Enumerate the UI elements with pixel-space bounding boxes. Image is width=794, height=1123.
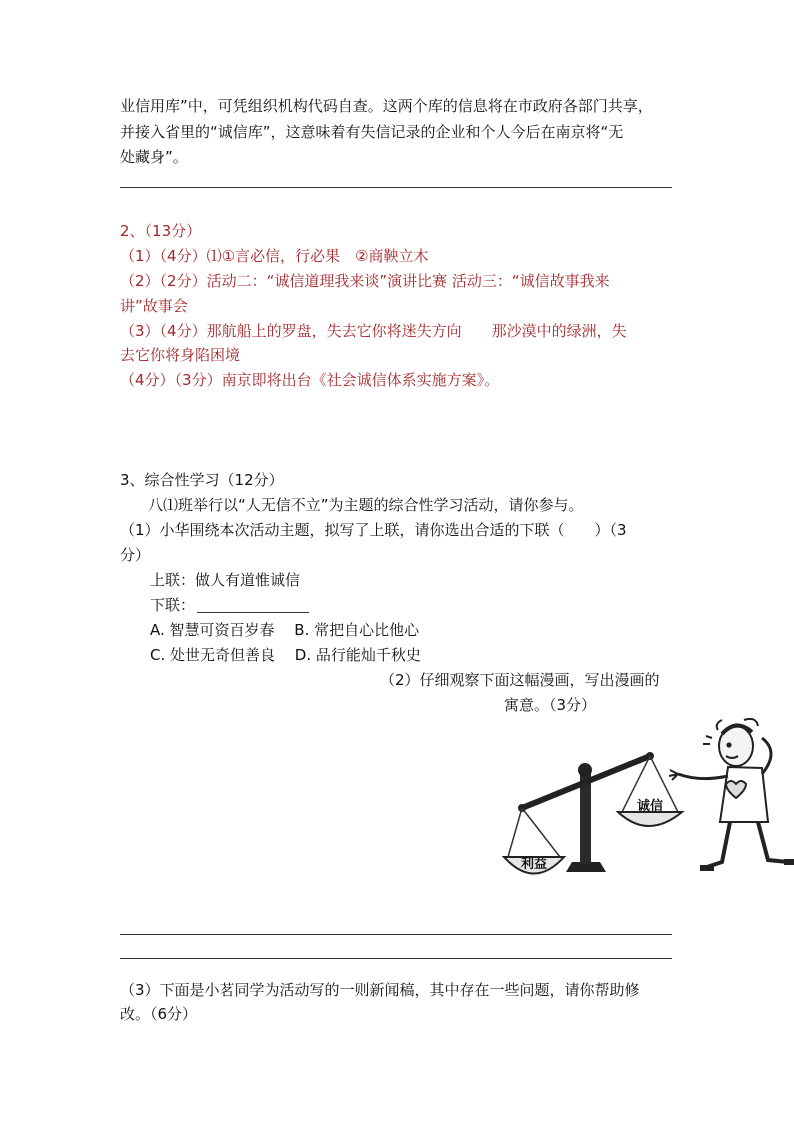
section-heading: 2、（13分） xyxy=(120,222,202,240)
lower-couplet-label: 下联： xyxy=(150,596,196,614)
answer-rule xyxy=(120,958,672,959)
answer-line: 去它你将身陷困境 xyxy=(120,346,241,364)
cartoon-image xyxy=(500,712,794,892)
passage-line: 业信用库”中，可凭组织机构代码自查。这两个库的信息将在市政府各部门共享， xyxy=(120,97,653,115)
passage-line: 处藏身”。 xyxy=(120,148,188,166)
right-pan-label: 诚信 xyxy=(636,799,664,814)
options-row: C. 处世无奇但善良 D. 品行能灿千秋史 xyxy=(150,646,421,664)
question-2-cont: 寓意。（3分） xyxy=(504,696,597,714)
answer-line: （3）（4分）那航船上的罗盘，失去它你将迷失方向 那沙漠中的绿洲，失 xyxy=(120,322,627,340)
answer-rule xyxy=(120,934,672,935)
answer-line: （1）（4分）⑴①言必信，行必果 ②商鞅立木 xyxy=(120,247,429,265)
answer-line: 讲”故事会 xyxy=(120,297,188,315)
answer-line: （4分）（3分）南京即将出台《社会诚信体系实施方案》。 xyxy=(120,371,500,389)
passage-line: 并接入省里的“诚信库”，这意味着有失信记录的企业和个人今后在南京将“无 xyxy=(120,123,624,141)
worried-man-figure xyxy=(669,719,794,868)
answer-rule xyxy=(120,187,672,188)
section-heading: 3、综合性学习（12分） xyxy=(120,471,284,489)
upper-couplet: 上联：做人有道惟诚信 xyxy=(150,571,301,589)
question-3-cont: 改。（6分） xyxy=(120,1005,198,1023)
left-pan-label: 利益 xyxy=(520,857,548,872)
lower-couplet xyxy=(150,593,309,617)
options-row: A. 智慧可资百岁春 B. 常把自心比他心 xyxy=(150,621,420,639)
section-intro: 八⑴班举行以“人无信不立”为主题的综合性学习活动，请你参与。 xyxy=(148,496,584,514)
question-3: （3）下面是小茗同学为活动写的一则新闻稿，其中存在一些问题，请你帮助修 xyxy=(120,981,640,999)
question-2: （2）仔细观察下面这幅漫画，写出漫画的 xyxy=(380,671,660,689)
question-1: （1）小华围绕本次活动主题，拟写了上联，请你选出合适的下联（ ）（3 xyxy=(120,521,627,539)
answer-line: （2）（2分）活动二：“诚信道理我来谈”演讲比赛 活动三：“诚信故事我来 xyxy=(120,272,610,290)
answer-blank[interactable] xyxy=(197,596,309,613)
question-1-cont: 分） xyxy=(120,546,151,564)
